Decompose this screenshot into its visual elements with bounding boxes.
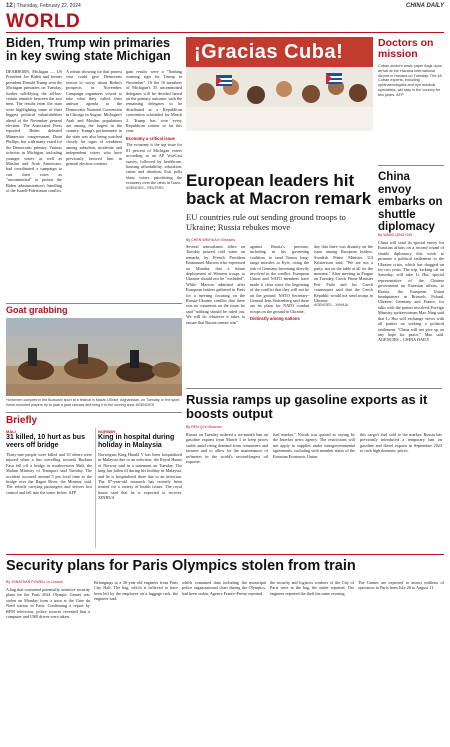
security-col-1: A bag that contained potentially sensitive security plans for the Paris 2024 Olympic Games was stolen on Monday from a train at the Gare du Nord station in Paris. Confirming a report by BFM television, police sources revealed that a computer and USB drives were taken. [6,587,90,620]
europe-byline: By CHEN WEIHUA in Brussels [186,238,236,242]
security-col-5: The Games are expected to attract millions of spectators to Paris from July 26 to August 11. [358,580,444,591]
page-number: 12 [6,3,13,9]
center-divider [186,388,442,389]
europe-agency: AGENCIES – XINHUA [314,303,349,308]
issue-date: | Thursday, February 22, 2024 [14,3,81,9]
economy-subhead: Economy a critical issue [126,135,175,141]
left-divider-2 [6,412,182,413]
buzkashi-image [6,318,182,396]
russia-col-2: fuel market," Novak was quoted as saying by the Interfax news agency. The restrictions will not apply to supplies under intergovernmental agreements, including with member states of the Eurasian Economic Union. [273,432,355,459]
brief-body-norway: Norwegian King Harald V has been hospitalized in Malaysia due to an infection, the Royal House of Norway said in a statement on Tuesday. The king has fallen ill during his holiday in Malaysia, and he is hospitalized there due to an infection. The 87-year-old monarch has recently been treated for a variety of health issues. The royal house said that he is expected to recover. XINHUA [98,452,182,501]
china-envoy-headline: China envoy embarks on shuttle diplomacy [378,171,443,233]
banner-text: ¡Gracias Cuba! [194,41,344,63]
biden-col-3: gain results were a "flashing warning sign for Trump in November". Of the 16 members of Michigan's 55 uncommitted delegates will be decided based on the primary outcome, with the remaining delegates to be distributed at a Republican convention scheduled for March 2. Trump has won every Republican contest so far this year. Economy a critical issue The economy is the top issue for 81 percent of Michigan voters according to an AP VoteCast survey, followed by healthcare, housing affordability, education, crime and abortion. Exit polls show voters prioritizing the economy over the crisis in Gaza. AGENCIES – REUTERS [126,69,182,190]
europe-deck: EU countries rule out sending ground troops to Ukraine; Russia rebukes move [186,212,346,232]
russia-col-1: Russia on Tuesday ordered a six-month ban on gasoline exports from March 1 to keep prices stable amid rising demand from consumers and farmers and to allow for the maintenance of refineries in the world's second-largest oil exporter. [186,432,268,465]
biden-headline: Biden, Trump win primaries in key swing state Michigan [6,36,171,64]
right-divider [378,165,444,166]
europe-col-2: against Russia's pressure, including in his governing coalition, to send Taurus long-range missiles to Kyiv, citing the risk of Germany becoming directly involved in the conflict. European Union and NATO members have made it clear since the beginning of the conflict that they will not be on the ground. NATO Secretary-General Jens Stoltenberg said there are no plans for NATO combat troops on the ground in Ukraine. Distinctly among nations [250,244,309,322]
brand-name: CHINA DAILY [406,3,444,9]
china-envoy-body: China will send its special envoy for Eurasian affairs on a second round of shuttle diplomacy this week to promote a political settlement to the Ukraine crisis, which has dragged on for two years. The trip, kicking off on Saturday, will take Li Hui, special representative of the Chinese government on Eurasian affairs, to Russia, the European Union headquarters in Brussels, Poland, Ukraine, Germany and France, for talks with the parties involved. Foreign Ministry spokeswoman Mao Ning said that Li Hui will exchange views with all parties on seeking a political settlement. "China will not give up on any hope for peace," Mao said. AGENCIES – CHINA DAILY [378,240,444,343]
russia-headline: Russia ramps up gasoline exports as it boosts output [186,392,428,421]
china-envoy-byline: By WANG QINGYUN [378,233,413,237]
brief-body-mali: Thirty-one people were killed and 10 others were injured when a bus travelling towards Burkina Faso fell off a bridge in southwestern Mali, the Malian Ministry of Transport said Tuesday. The accident occurred around 5 pm local time as the bridge over the Bagoe River, the Ministry said. The vehicle carrying passengers and drivers lost control and fell into the water below. AFP [6,452,92,495]
biden-agency: AGENCIES – REUTERS [126,185,164,190]
brief-tag-mali: MALI [6,429,16,434]
briefly-title: Briefly [6,415,38,426]
biden-col-1: DEARBORN, Michigan — US President Joe Biden and former president Donald Trump won the Michigan primaries on Tuesday, further solidifying the all-but-certain rematch between the two men. The results from the state were highlighting some of their biggest political vulnerabilities ahead of the November general election. The Associated Press reported. Biden defeated Minnesota congressman Dean Phillips, but with many voted for the Democratic primary. Various activists in Michigan, including younger voters as well as Muslim and Arab Americans, had coordinated a campaign to cast their votes as "uncommitted" to protest the Biden administration's handling of the Israeli-Palestinian conflict. [6,69,62,193]
security-col-4: the security and logistics workers of the City of Paris were in the bag, the outlet reported. The engineer reported the theft the same evening. [270,580,354,596]
security-headline: Security plans for Paris Olympics stolen from train [6,558,356,574]
cuba-photo [186,37,373,131]
security-byline: By JONATHAN POWELL in London [6,580,63,584]
goat-caption: Horsemen compete in the Buzkashi sport at a festival in Mazar-i-Sharif, Afghanistan, on Tuesday. In the sport, horse-mounted players try to grab a goat carcass and bring it to the scoring area. AGENCIES [6,398,181,407]
security-col-3: which contained data including the municipal police organizational chart during the Olympics, had been stolen, Agence France-Presse reported. [182,580,266,596]
goat-photo [6,318,182,396]
doctors-title: Doctors on mission [378,37,434,61]
russia-col-3: this cargo's fuel sold to the market. Russia has previously introduced a temporary ban on gasoline and diesel exports in September 2023 to curb high domestic prices. [360,432,442,454]
brief-head-mali: 31 killed, 10 hurt as bus veers off bridge [6,434,85,449]
europe-subhead: Distinctly among nations [250,316,300,322]
security-col-2: Belongings to a 36-year-old engineer from Paris City Hall. The bag, which is believed to have been left by the employee on a luggage rack, the engineer said. [94,580,178,602]
section-rule [6,32,444,33]
section-title: WORLD [6,11,81,32]
brief-tag-norway: NORWAY [98,429,116,434]
europe-col-3: day that there was disunity on the issue among European leaders. Swedish Prime Minister Ulf Kristersson said, "We are not a party, not on the table at all for the moment." After meeting in Prague on Tuesday, Czech Prime Minister Petr Fiala and his Czech counterpart said that the Czech Republic would not send troops to Ukraine. AGENCIES – XINHUA [314,244,373,308]
doctors-caption: Cuban doctors wave paper flags upon arrival at the Havana International Airport in Havana on Tuesday. The 48 Cuban experts, including ophthalmologists and eye medical specialists, will stay in the country for two years. AFP [378,64,442,97]
brief-separator [95,428,96,548]
europe-col-1: Several transatlantic allies on Tuesday poured cold water on remarks by French President Emmanuel Macron who expressed on Monday that a future deployment of Western troops to Ukraine should not be "excluded". While Macron admitted after European leaders gathered in Paris for a meeting focusing on the Russia-Ukraine conflict that there was no consensus on the issue, he said "nothing should be ruled out. We will do whatever it takes to ensure that Russia cannot win". [186,244,245,325]
goat-title: Goat grabbing [6,305,68,315]
russia-byline: By REN QI in Moscow [186,425,222,429]
left-divider-1 [6,303,182,304]
brief-head-norway: King in hospital during holiday in Malaysia [98,434,175,449]
bottom-divider [6,554,444,555]
biden-col-2: A robust showing for that protest vote could give Democrats reason to worry about Biden's prospects in November. Campaign organizers vowed to take what they called their antiwar agenda to the Democratic National Convention in Chicago in August. Michigan's Arab and Muslim populations are among the largest in the country. Trump's performance in the state was also being watched closely for signs of weakness among suburban, moderate and independent voters who have previously favored him in general election contests. [66,69,122,166]
europe-headline: European leaders hit back at Macron remark [186,171,372,208]
